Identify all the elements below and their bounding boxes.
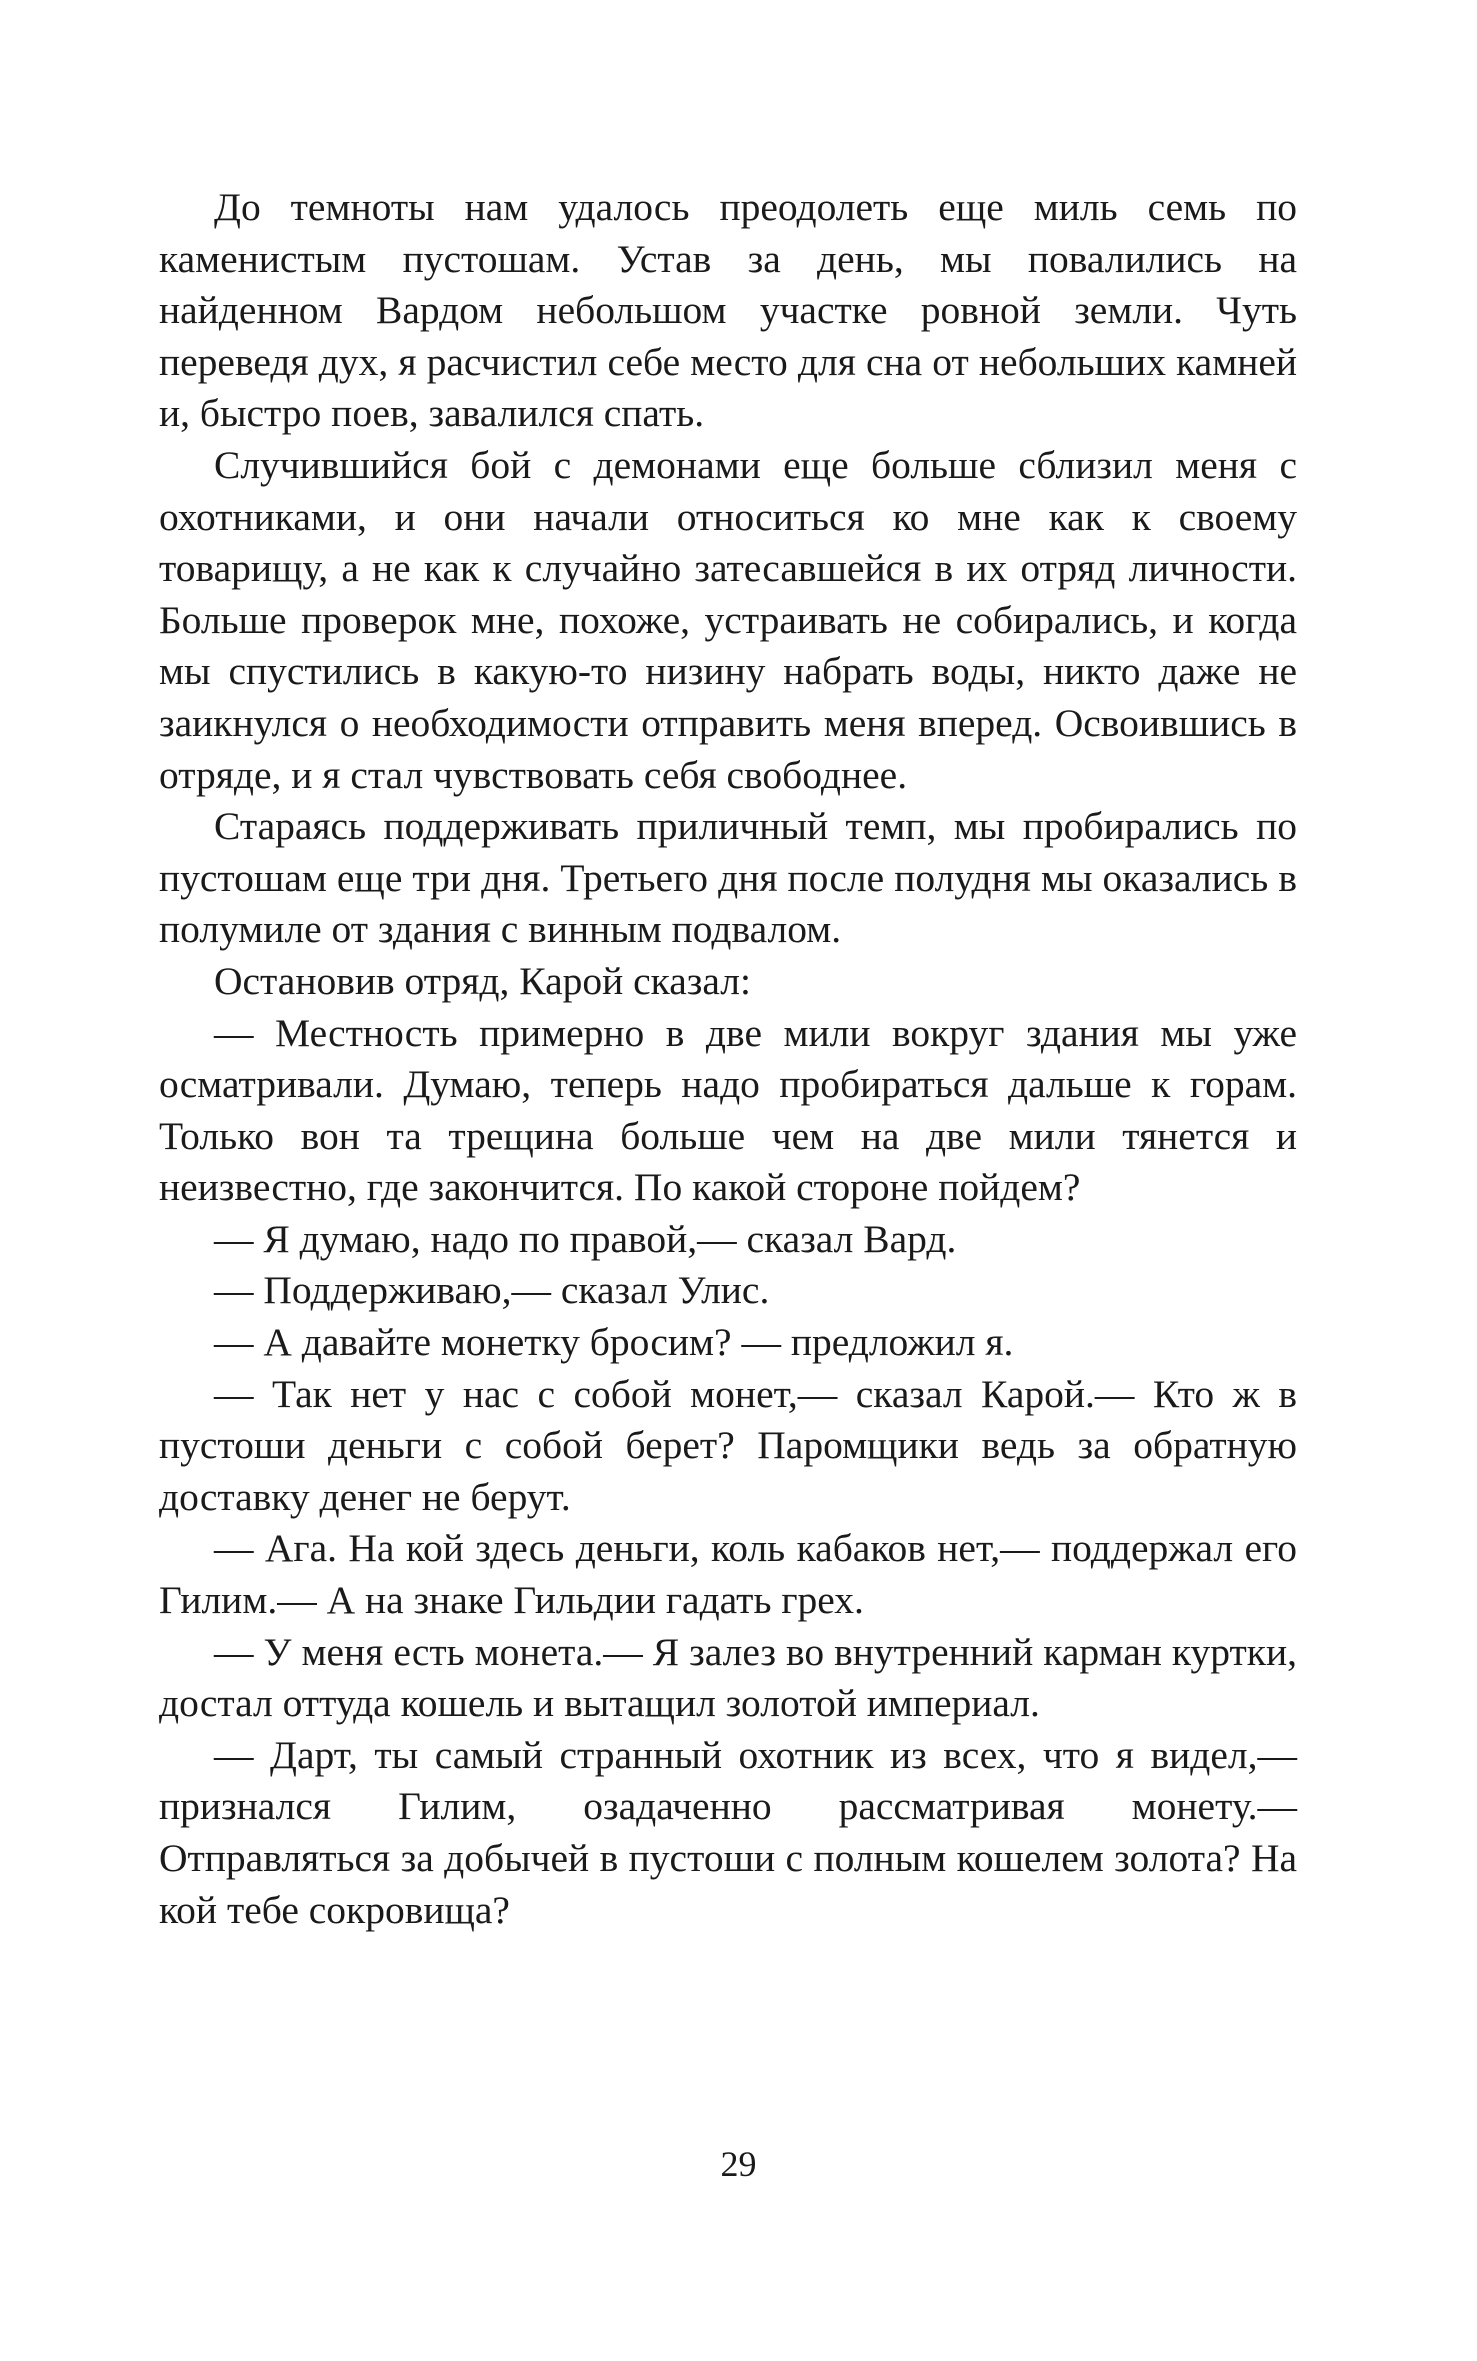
paragraph: Стараясь поддерживать приличный темп, мы пробирались по пустошам еще три дня. Третьего дня после полудня мы оказались в полумиле от здания с винным подвалом.	[159, 804, 1297, 952]
dialogue-line: — Так нет у нас с собой монет,— сказал Карой.— Кто ж в пустоши деньги с собой берет? Паромщики ведь за обратную доставку денег не берут.	[159, 1371, 1297, 1519]
paragraph: До темноты нам удалось преодолеть еще миль семь по каменистым пустошам. Устав за день, мы повалились на найденном Вардом небольшом участке ровной земли. Чуть переведя дух, я расчистил себе место для сна от небольших камней и, быстро поев, завалился спать.	[159, 185, 1297, 436]
dialogue-line: — Местность примерно в две мили вокруг здания мы уже осматривали. Думаю, теперь надо пробираться дальше к горам. Только вон та трещина больше чем на две мили тянется и неизвестно, где закончится. По какой стороне пойдем?	[159, 1010, 1297, 1210]
dialogue-line: — Ага. На кой здесь деньги, коль кабаков нет,— поддержал его Гилим.— А на знаке Гильдии гадать грех.	[159, 1526, 1297, 1623]
paragraph: Остановив отряд, Карой сказал:	[214, 958, 751, 1003]
dialogue-line: — Поддерживаю,— сказал Улис.	[214, 1268, 770, 1313]
paragraph: Случившийся бой с демонами еще больше сблизил меня с охотниками, и они начали относиться ко мне как к своему товарищу, а не как к случайно затесавшейся в их отряд личности. Больше проверок мне, похоже, устраивать не собирались, и когда мы спустились в какую-то низину набрать воды, никто даже не заикнулся о необходимости отправить меня вперед. Освоившись в отряде, и я стал чувствовать себя свободнее.	[159, 442, 1297, 797]
dialogue-line: — Я думаю, надо по правой,— сказал Вард.	[214, 1216, 957, 1261]
page-number: 29	[720, 2144, 757, 2184]
dialogue-line: — А давайте монетку бросим? — предложил я.	[214, 1320, 1014, 1365]
body-text	[159, 182, 1297, 1936]
dialogue-line: — Дарт, ты самый странный охотник из всех, что я видел,— признался Гилим, озадаченно рассматривая монету.— Отправляться за добычей в пустоши с полным кошелем золота? На кой тебе сокровища?	[159, 1732, 1297, 1932]
dialogue-line: — У меня есть монета.— Я залез во внутренний карман куртки, достал оттуда кошель и вытащил золотой империал.	[159, 1629, 1297, 1726]
